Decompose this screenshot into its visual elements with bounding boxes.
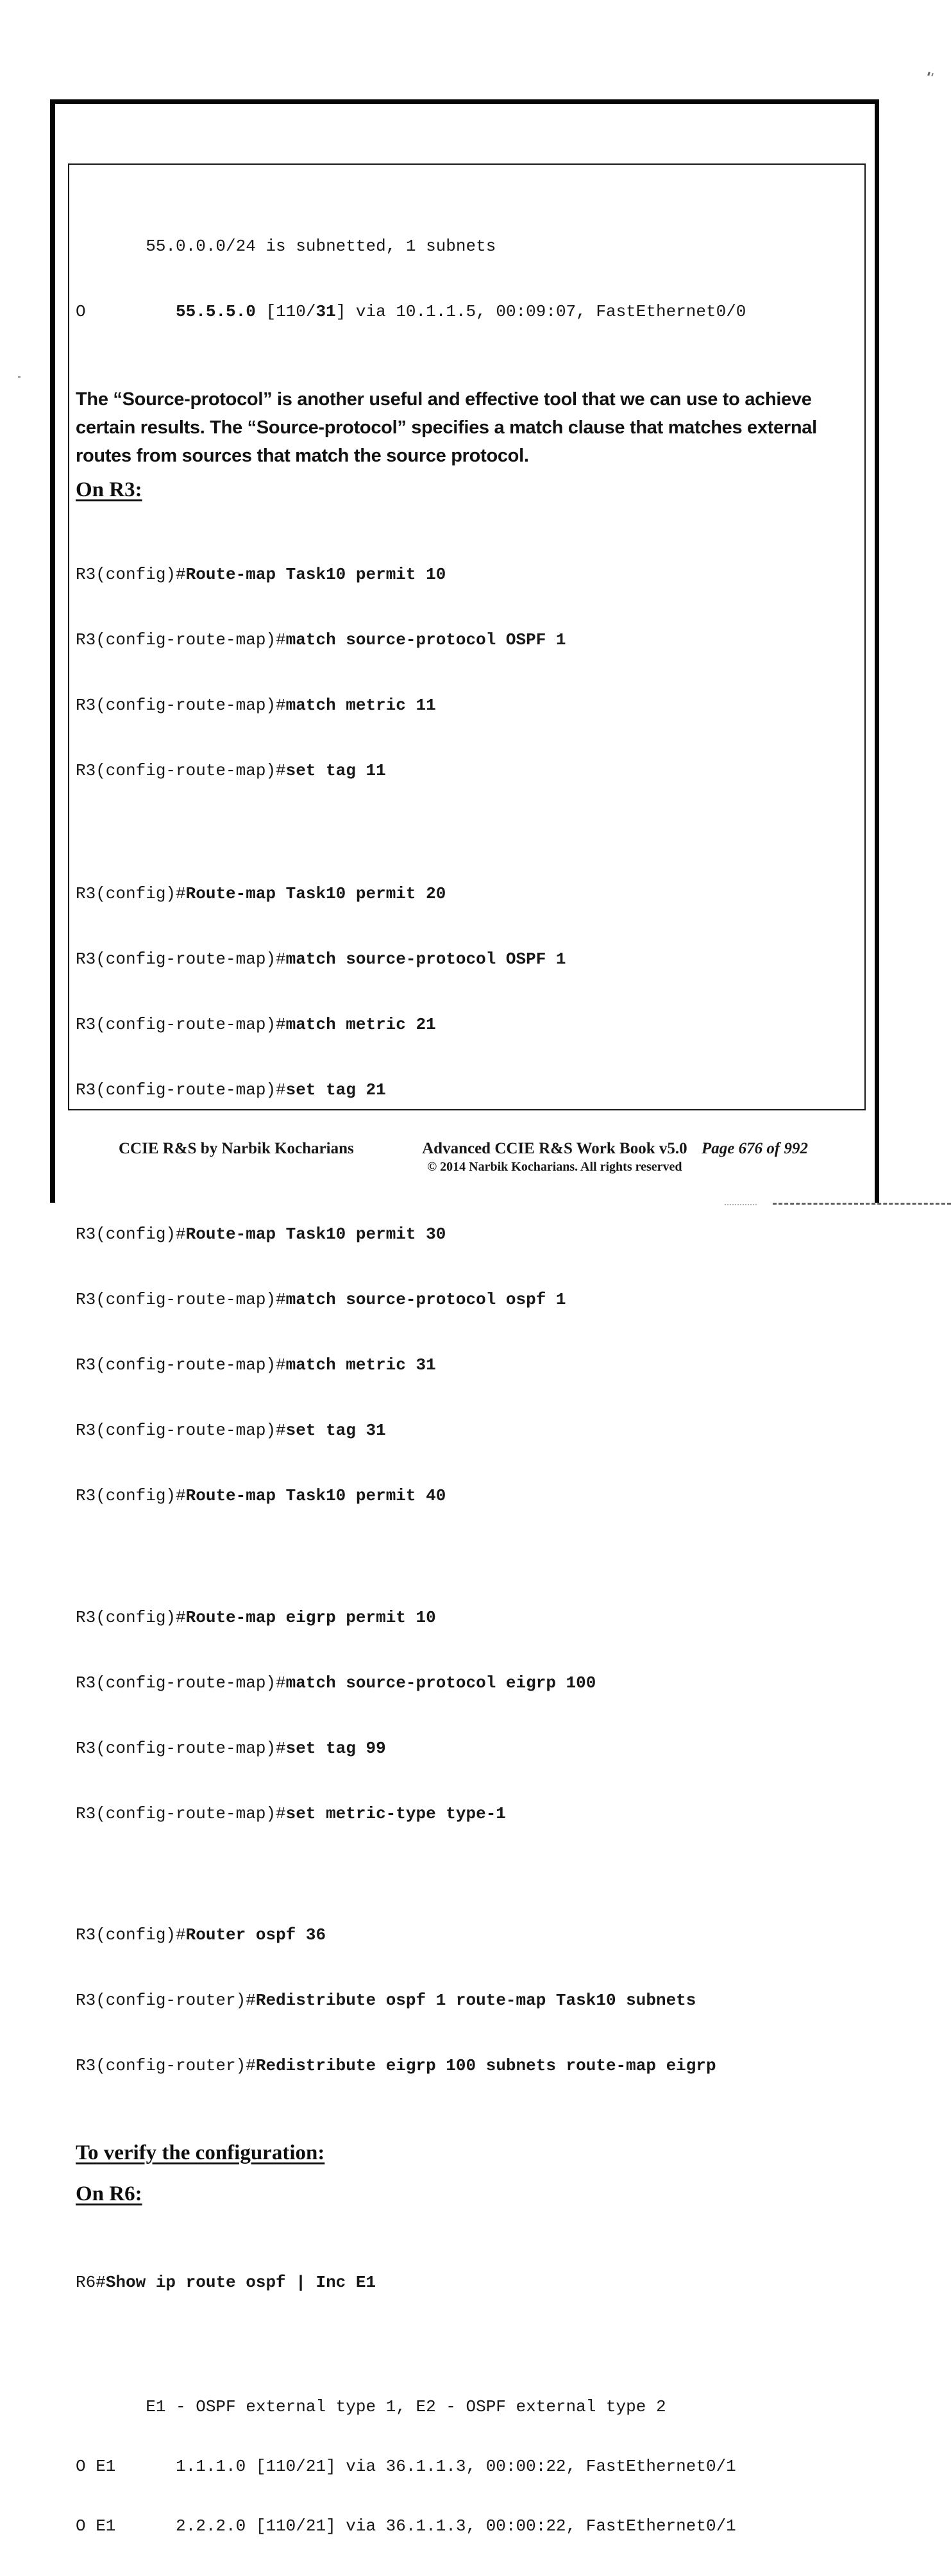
- cli-prompt: R3(config-route-map)#: [76, 1673, 286, 1693]
- ospf-route-line: O E1 2.2.2.0 [110/21] via 36.1.1.3, 00:00:22, FastEthernet0/1: [76, 2516, 736, 2536]
- cli-block-routemap-task10-p20: [76, 839, 850, 1144]
- body-paragraph: The “Source-protocol” is another useful and effective tool that we can use to achieve certain results. The “Source-protocol” specifies a match clause that matches external routes from sources that match the source protocol.: [76, 389, 817, 466]
- route-code: O: [76, 302, 176, 321]
- cli-prompt: R3(config)#: [76, 884, 186, 903]
- route-metric-open: [110/: [255, 302, 316, 321]
- cli-prompt: R3(config-route-map)#: [76, 1015, 286, 1034]
- cli-line: [76, 629, 850, 651]
- cli-command: Route-map Task10 permit 10: [185, 565, 446, 584]
- cli-command: Route-map eigrp permit 10: [185, 1608, 436, 1627]
- cli-prompt: R3(config-route-map)#: [76, 1804, 286, 1823]
- footer-page-number: Page 676 of 992: [702, 1140, 808, 1157]
- cli-line: [76, 1803, 850, 1825]
- cli-block-routemap-task10-p30: [76, 1180, 850, 1550]
- scan-artifact-speck: [18, 376, 21, 378]
- cli-line: [76, 1289, 850, 1310]
- cli-command: match source-protocol OSPF 1: [285, 949, 566, 969]
- scan-artifact-dashed-line: [773, 1203, 951, 1205]
- route-table-line: [76, 301, 850, 322]
- cli-command: Route-map Task10 permit 30: [185, 1225, 446, 1244]
- cli-line: [76, 1223, 850, 1245]
- cli-line: [76, 1989, 850, 2011]
- cli-prompt: R3(config-route-map)#: [76, 630, 286, 649]
- cli-prompt: R3(config-route-map)#: [76, 1421, 286, 1440]
- cli-command: Show ip route ospf | Inc E1: [105, 2273, 376, 2292]
- cli-prompt: R6#: [76, 2273, 106, 2292]
- cli-prompt: R3(config)#: [76, 1925, 186, 1945]
- cli-prompt: R3(config)#: [76, 1608, 186, 1627]
- cli-command: Redistribute ospf 1 route-map Task10 subnets: [255, 1991, 696, 2010]
- heading-verify-configuration: To verify the configuration:: [76, 2141, 325, 2164]
- route-metric-value: 31: [316, 302, 336, 321]
- cli-prompt: R3(config-route-map)#: [76, 1290, 286, 1309]
- cli-line: [76, 694, 850, 716]
- cli-line: [76, 948, 850, 970]
- cli-command: set metric-type type-1: [285, 1804, 506, 1823]
- footer-book-title: Advanced CCIE R&S Work Book v5.0: [422, 1140, 687, 1157]
- cli-prompt: R3(config-route-map)#: [76, 949, 286, 969]
- cli-prompt: R3(config-route-map)#: [76, 696, 286, 715]
- cli-block-r6-show-command: [76, 2228, 850, 2337]
- cli-command: match source-protocol OSPF 1: [285, 630, 566, 649]
- cli-line: [76, 1419, 850, 1441]
- scan-artifact-speck: [931, 73, 933, 76]
- cli-command: Route-map Task10 permit 40: [185, 1486, 446, 1505]
- cli-line: [76, 1485, 850, 1507]
- footer-book-title-block: [422, 1140, 687, 1175]
- heading-on-r3: On R3:: [76, 478, 142, 501]
- cli-command: match source-protocol ospf 1: [285, 1290, 566, 1309]
- cli-line: [76, 2055, 850, 2077]
- cli-command: set tag 21: [285, 1080, 386, 1100]
- cli-command: Router ospf 36: [185, 1925, 326, 1945]
- cli-command: match metric 11: [285, 696, 436, 715]
- cli-command: Redistribute eigrp 100 subnets route-map eigrp: [255, 2056, 716, 2075]
- cli-block-routemap-task10-p10: [76, 520, 850, 825]
- cli-line: [76, 1672, 850, 1694]
- cli-block-routemap-eigrp: [76, 1563, 850, 1868]
- cli-command: match source-protocol eigrp 100: [285, 1673, 596, 1693]
- cli-line: [76, 1079, 850, 1101]
- cli-prompt: R3(config-router)#: [76, 1991, 256, 2010]
- cli-command: match metric 31: [285, 1355, 436, 1375]
- cli-line: [76, 564, 850, 585]
- cli-prompt: R3(config-route-map)#: [76, 1355, 286, 1375]
- route-nexthop: ] via 10.1.1.5, 00:09:07, FastEthernet0/0: [335, 302, 746, 321]
- cli-line: [76, 883, 850, 905]
- ospf-legend-line: E1 - OSPF external type 1, E2 - OSPF external type 2: [76, 2397, 666, 2416]
- cli-line: [76, 1014, 850, 1035]
- cli-prompt: R3(config-route-map)#: [76, 1080, 286, 1100]
- cli-prompt: R3(config)#: [76, 1486, 186, 1505]
- route-network: 55.5.5.0: [176, 302, 256, 321]
- cli-command: set tag 11: [285, 761, 386, 780]
- page-border-frame: [50, 99, 879, 2536]
- cli-prompt: R3(config-route-map)#: [76, 761, 286, 780]
- cli-line: [76, 760, 850, 782]
- scan-artifact-speck: [927, 72, 930, 76]
- cli-prompt: R3(config)#: [76, 565, 186, 584]
- cli-block-router-ospf: [76, 1880, 850, 2120]
- route-subnet-summary: 55.0.0.0/24 is subnetted, 1 subnets: [76, 237, 496, 256]
- route-table-line: [76, 235, 850, 257]
- cli-line: [76, 2271, 850, 2293]
- cli-prompt: R3(config-router)#: [76, 2056, 256, 2075]
- footer-copyright: © 2014 Narbik Kocharians. All rights reserved: [427, 1160, 682, 1174]
- footer-author: CCIE R&S by Narbik Kocharians: [119, 1140, 354, 1157]
- heading-on-r6: On R6:: [76, 2182, 142, 2205]
- cli-command: set tag 99: [285, 1739, 386, 1758]
- cli-command: match metric 21: [285, 1015, 436, 1034]
- cli-line: [76, 1737, 850, 1759]
- route-table-output: [76, 192, 850, 366]
- cli-line: [76, 1607, 850, 1628]
- scan-artifact-dotted-line: [725, 1204, 757, 1205]
- cli-command: Route-map Task10 permit 20: [185, 884, 446, 903]
- cli-line: [76, 1924, 850, 1946]
- page-footer: [50, 1140, 879, 1175]
- r6-show-output: [76, 2357, 850, 2576]
- cli-line: [76, 1354, 850, 1376]
- cli-prompt: R3(config-route-map)#: [76, 1739, 286, 1758]
- cli-prompt: R3(config)#: [76, 1225, 186, 1244]
- cli-command: set tag 31: [285, 1421, 386, 1440]
- ospf-route-line: O E1 1.1.1.0 [110/21] via 36.1.1.3, 00:00:22, FastEthernet0/1: [76, 2457, 736, 2476]
